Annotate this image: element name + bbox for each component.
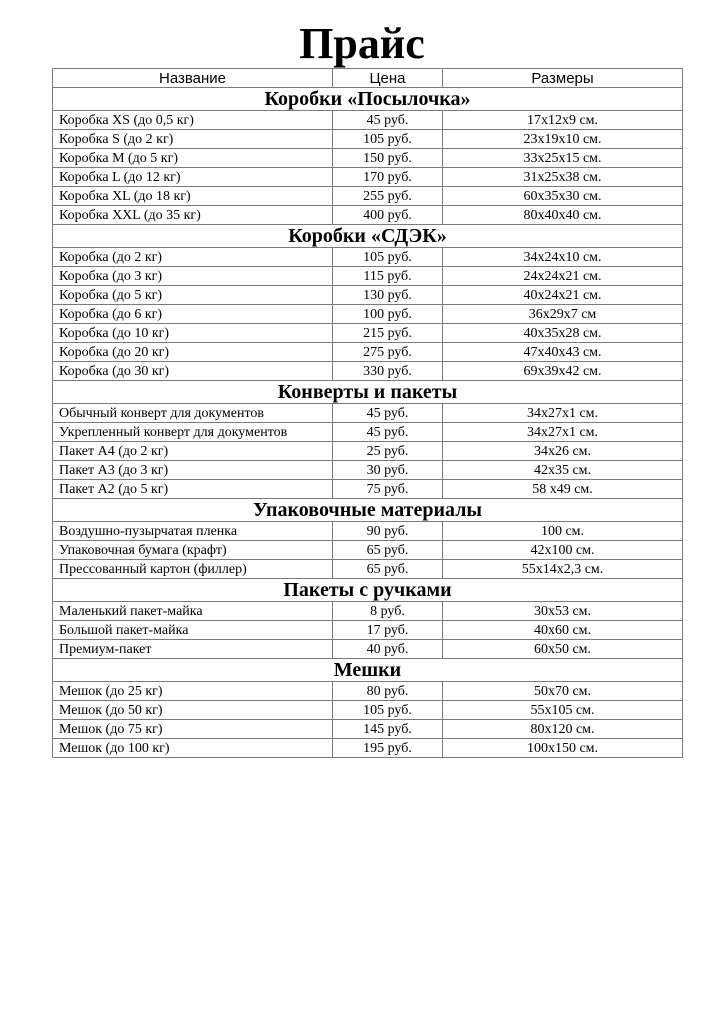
item-price: 150 руб. <box>333 149 443 168</box>
table-row <box>53 267 683 286</box>
item-price: 215 руб. <box>333 324 443 343</box>
item-size: 55x14x2,3 см. <box>443 560 683 579</box>
item-size: 34x27x1 см. <box>443 404 683 423</box>
item-price: 17 руб. <box>333 621 443 640</box>
table-row <box>53 640 683 659</box>
section-header-row <box>53 499 683 522</box>
table-row <box>53 621 683 640</box>
item-price: 90 руб. <box>333 522 443 541</box>
table-row <box>53 480 683 499</box>
item-name: Пакет А2 (до 5 кг) <box>53 480 333 499</box>
item-price: 115 руб. <box>333 267 443 286</box>
item-size: 58 x49 см. <box>443 480 683 499</box>
item-name: Мешок (до 25 кг) <box>53 682 333 701</box>
item-size: 34x27x1 см. <box>443 423 683 442</box>
table-row <box>53 149 683 168</box>
item-price: 100 руб. <box>333 305 443 324</box>
price-table <box>52 68 683 758</box>
item-name: Упаковочная бумага (крафт) <box>53 541 333 560</box>
header-size: Размеры <box>443 69 683 88</box>
item-size: 23x19x10 см. <box>443 130 683 149</box>
item-name: Маленький пакет-майка <box>53 602 333 621</box>
item-price: 275 руб. <box>333 343 443 362</box>
item-price: 330 руб. <box>333 362 443 381</box>
header-price: Цена <box>333 69 443 88</box>
item-price: 80 руб. <box>333 682 443 701</box>
table-row <box>53 343 683 362</box>
table-row <box>53 461 683 480</box>
item-price: 195 руб. <box>333 739 443 758</box>
item-name: Обычный конверт для документов <box>53 404 333 423</box>
item-size: 34x24x10 см. <box>443 248 683 267</box>
item-name: Мешок (до 75 кг) <box>53 720 333 739</box>
table-row <box>53 423 683 442</box>
section-title: Конверты и пакеты <box>53 381 683 404</box>
item-size: 100x150 см. <box>443 739 683 758</box>
table-row <box>53 720 683 739</box>
item-size: 40x35x28 см. <box>443 324 683 343</box>
section-header-row <box>53 659 683 682</box>
table-row <box>53 522 683 541</box>
item-size: 60x50 см. <box>443 640 683 659</box>
table-row <box>53 739 683 758</box>
item-size: 24x24x21 см. <box>443 267 683 286</box>
section-title: Коробки «СДЭК» <box>53 225 683 248</box>
item-size: 42x100 см. <box>443 541 683 560</box>
item-price: 45 руб. <box>333 423 443 442</box>
item-size: 80x120 см. <box>443 720 683 739</box>
table-row <box>53 248 683 267</box>
item-size: 33x25x15 см. <box>443 149 683 168</box>
item-price: 65 руб. <box>333 541 443 560</box>
item-name: Коробка (до 30 кг) <box>53 362 333 381</box>
item-size: 40x60 см. <box>443 621 683 640</box>
item-name: Коробка M (до 5 кг) <box>53 149 333 168</box>
table-row <box>53 404 683 423</box>
item-size: 36x29x7 см <box>443 305 683 324</box>
item-name: Премиум-пакет <box>53 640 333 659</box>
item-price: 400 руб. <box>333 206 443 225</box>
item-size: 40x24x21 см. <box>443 286 683 305</box>
section-title: Мешки <box>53 659 683 682</box>
item-size: 34x26 см. <box>443 442 683 461</box>
item-price: 40 руб. <box>333 640 443 659</box>
item-name: Коробка (до 5 кг) <box>53 286 333 305</box>
item-name: Коробка S (до 2 кг) <box>53 130 333 149</box>
table-row <box>53 305 683 324</box>
item-size: 47x40x43 см. <box>443 343 683 362</box>
item-size: 60x35x30 см. <box>443 187 683 206</box>
item-price: 170 руб. <box>333 168 443 187</box>
item-name: Укрепленный конверт для документов <box>53 423 333 442</box>
item-price: 130 руб. <box>333 286 443 305</box>
section-header-row <box>53 579 683 602</box>
item-name: Коробка XXL (до 35 кг) <box>53 206 333 225</box>
item-name: Коробка (до 3 кг) <box>53 267 333 286</box>
item-price: 65 руб. <box>333 560 443 579</box>
item-price: 75 руб. <box>333 480 443 499</box>
table-row <box>53 602 683 621</box>
item-name: Коробка (до 10 кг) <box>53 324 333 343</box>
section-title: Коробки «Посылочка» <box>53 88 683 111</box>
item-size: 42x35 см. <box>443 461 683 480</box>
table-row <box>53 187 683 206</box>
item-name: Коробка (до 6 кг) <box>53 305 333 324</box>
item-name: Большой пакет-майка <box>53 621 333 640</box>
section-title: Пакеты с ручками <box>53 579 683 602</box>
item-price: 30 руб. <box>333 461 443 480</box>
table-row <box>53 168 683 187</box>
item-size: 30x53 см. <box>443 602 683 621</box>
item-price: 255 руб. <box>333 187 443 206</box>
item-size: 100 см. <box>443 522 683 541</box>
table-row <box>53 130 683 149</box>
item-name: Прессованный картон (филлер) <box>53 560 333 579</box>
item-price: 145 руб. <box>333 720 443 739</box>
item-size: 17x12x9 см. <box>443 111 683 130</box>
item-price: 45 руб. <box>333 111 443 130</box>
item-name: Коробка (до 2 кг) <box>53 248 333 267</box>
table-row <box>53 362 683 381</box>
item-price: 105 руб. <box>333 130 443 149</box>
item-size: 80x40x40 см. <box>443 206 683 225</box>
item-name: Коробка XS (до 0,5 кг) <box>53 111 333 130</box>
item-name: Коробка (до 20 кг) <box>53 343 333 362</box>
page-title: Прайс <box>299 19 425 68</box>
table-row <box>53 560 683 579</box>
header-name: Название <box>53 69 333 88</box>
item-name: Коробка XL (до 18 кг) <box>53 187 333 206</box>
section-header-row <box>53 88 683 111</box>
price-table-body <box>53 88 683 758</box>
item-price: 45 руб. <box>333 404 443 423</box>
item-size: 69x39x42 см. <box>443 362 683 381</box>
table-row <box>53 286 683 305</box>
item-name: Коробка L (до 12 кг) <box>53 168 333 187</box>
section-header-row <box>53 381 683 404</box>
section-header-row <box>53 225 683 248</box>
table-row <box>53 682 683 701</box>
item-name: Пакет А4 (до 2 кг) <box>53 442 333 461</box>
item-price: 105 руб. <box>333 701 443 720</box>
item-price: 8 руб. <box>333 602 443 621</box>
table-row <box>53 541 683 560</box>
item-name: Воздушно-пузырчатая пленка <box>53 522 333 541</box>
item-size: 55x105 см. <box>443 701 683 720</box>
table-header-row <box>53 69 683 88</box>
item-name: Пакет А3 (до 3 кг) <box>53 461 333 480</box>
item-name: Мешок (до 50 кг) <box>53 701 333 720</box>
item-name: Мешок (до 100 кг) <box>53 739 333 758</box>
item-price: 25 руб. <box>333 442 443 461</box>
table-row <box>53 442 683 461</box>
table-row <box>53 324 683 343</box>
table-row <box>53 206 683 225</box>
table-row <box>53 111 683 130</box>
item-size: 31x25x38 см. <box>443 168 683 187</box>
item-size: 50x70 см. <box>443 682 683 701</box>
item-price: 105 руб. <box>333 248 443 267</box>
section-title: Упаковочные материалы <box>53 499 683 522</box>
table-row <box>53 701 683 720</box>
